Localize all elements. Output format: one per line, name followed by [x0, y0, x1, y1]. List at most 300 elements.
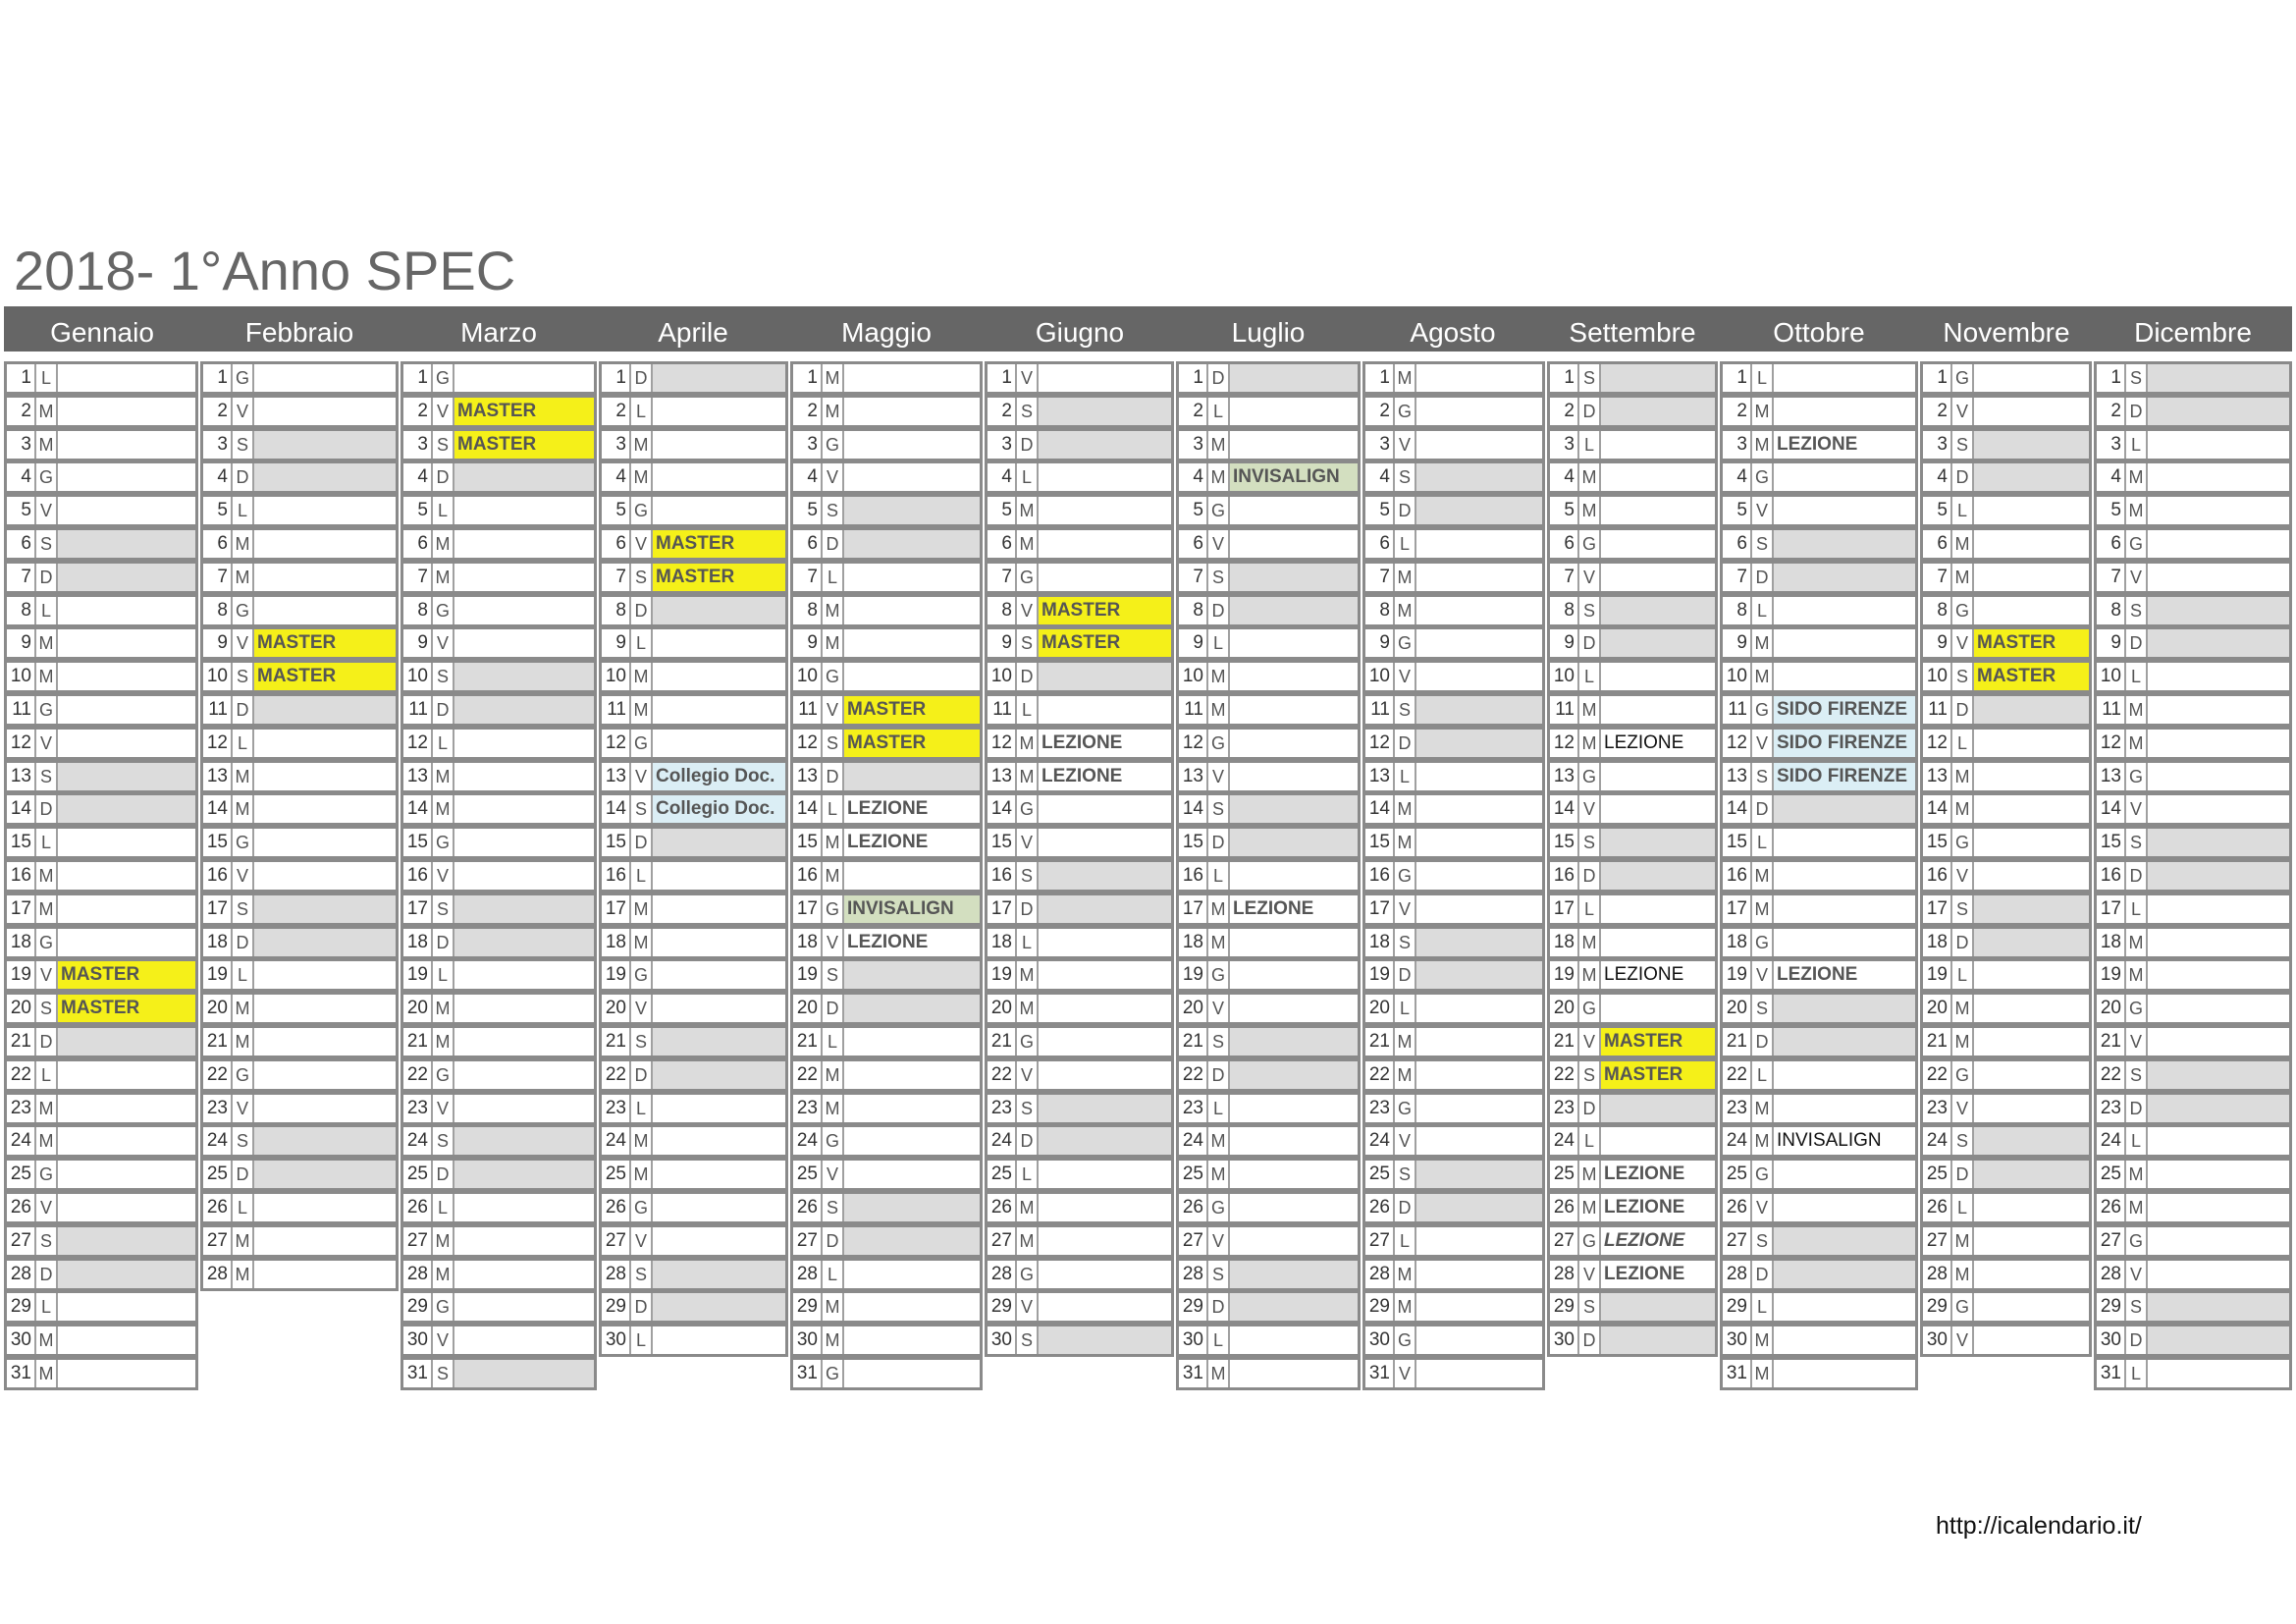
day-row[interactable]: [599, 1258, 788, 1291]
day-row[interactable]: [1176, 626, 1361, 660]
day-row[interactable]: [985, 494, 1174, 527]
day-row[interactable]: [790, 1124, 983, 1158]
day-row[interactable]: [400, 727, 597, 760]
day-row[interactable]: [790, 760, 983, 793]
day-row[interactable]: [1720, 1158, 1918, 1191]
day-row[interactable]: [4, 859, 198, 893]
day-row[interactable]: [1547, 1224, 1718, 1258]
day-row[interactable]: [1720, 727, 1918, 760]
day-row[interactable]: [1547, 893, 1718, 926]
day-row[interactable]: [4, 361, 198, 395]
day-row[interactable]: [400, 1092, 597, 1125]
day-row[interactable]: [4, 958, 198, 992]
day-row[interactable]: [400, 460, 597, 494]
day-row[interactable]: [1720, 859, 1918, 893]
day-row[interactable]: [1362, 1092, 1545, 1125]
day-row[interactable]: [599, 594, 788, 627]
day-row[interactable]: [1720, 660, 1918, 693]
day-row[interactable]: [1547, 494, 1718, 527]
day-row[interactable]: [1720, 760, 1918, 793]
day-row[interactable]: [4, 1357, 198, 1390]
day-row[interactable]: [200, 992, 399, 1025]
day-row[interactable]: [200, 428, 399, 461]
day-row[interactable]: [200, 760, 399, 793]
day-row[interactable]: [985, 361, 1174, 395]
day-row[interactable]: [985, 859, 1174, 893]
day-row[interactable]: [1176, 693, 1361, 727]
day-row[interactable]: [400, 693, 597, 727]
day-row[interactable]: [400, 1324, 597, 1357]
day-row[interactable]: [200, 626, 399, 660]
day-row[interactable]: [1547, 1324, 1718, 1357]
day-row[interactable]: [400, 395, 597, 428]
day-row[interactable]: [985, 693, 1174, 727]
day-row[interactable]: [200, 1092, 399, 1125]
day-row[interactable]: [400, 428, 597, 461]
day-row[interactable]: [1720, 594, 1918, 627]
day-row[interactable]: [599, 760, 788, 793]
day-row[interactable]: [200, 561, 399, 594]
day-row[interactable]: [200, 727, 399, 760]
day-row[interactable]: [4, 760, 198, 793]
day-row[interactable]: [1720, 1357, 1918, 1390]
day-row[interactable]: [1720, 826, 1918, 859]
day-row[interactable]: [1362, 561, 1545, 594]
day-row[interactable]: [1176, 527, 1361, 561]
day-row[interactable]: [1176, 826, 1361, 859]
day-row[interactable]: [1920, 1058, 2092, 1092]
day-row[interactable]: [1720, 1258, 1918, 1291]
day-row[interactable]: [599, 428, 788, 461]
day-row[interactable]: [1547, 460, 1718, 494]
day-row[interactable]: [790, 859, 983, 893]
day-row[interactable]: [2094, 527, 2292, 561]
day-row[interactable]: [4, 527, 198, 561]
day-row[interactable]: [1362, 660, 1545, 693]
day-row[interactable]: [1362, 527, 1545, 561]
day-row[interactable]: [1920, 460, 2092, 494]
day-row[interactable]: [2094, 1058, 2292, 1092]
day-row[interactable]: [790, 626, 983, 660]
day-row[interactable]: [1176, 1025, 1361, 1058]
day-row[interactable]: [400, 594, 597, 627]
day-row[interactable]: [1920, 561, 2092, 594]
day-row[interactable]: [1720, 1092, 1918, 1125]
day-row[interactable]: [4, 660, 198, 693]
day-row[interactable]: [1720, 792, 1918, 826]
day-row[interactable]: [1362, 693, 1545, 727]
day-row[interactable]: [1176, 1092, 1361, 1125]
day-row[interactable]: [200, 826, 399, 859]
day-row[interactable]: [1176, 958, 1361, 992]
day-row[interactable]: [985, 1092, 1174, 1125]
day-row[interactable]: [1547, 1158, 1718, 1191]
day-row[interactable]: [200, 494, 399, 527]
day-row[interactable]: [1362, 361, 1545, 395]
day-row[interactable]: [985, 660, 1174, 693]
day-row[interactable]: [985, 926, 1174, 959]
day-row[interactable]: [599, 1025, 788, 1058]
day-row[interactable]: [1176, 460, 1361, 494]
day-row[interactable]: [2094, 1324, 2292, 1357]
day-row[interactable]: [1176, 561, 1361, 594]
day-row[interactable]: [1176, 1191, 1361, 1224]
day-row[interactable]: [400, 1158, 597, 1191]
day-row[interactable]: [1362, 460, 1545, 494]
day-row[interactable]: [599, 395, 788, 428]
day-row[interactable]: [1176, 792, 1361, 826]
day-row[interactable]: [1176, 1324, 1361, 1357]
day-row[interactable]: [790, 693, 983, 727]
day-row[interactable]: [1920, 893, 2092, 926]
day-row[interactable]: [1547, 792, 1718, 826]
day-row[interactable]: [4, 1258, 198, 1291]
day-row[interactable]: [790, 1191, 983, 1224]
day-row[interactable]: [1720, 1290, 1918, 1324]
day-row[interactable]: [599, 361, 788, 395]
day-row[interactable]: [2094, 1191, 2292, 1224]
day-row[interactable]: [1176, 1290, 1361, 1324]
day-row[interactable]: [790, 826, 983, 859]
day-row[interactable]: [2094, 561, 2292, 594]
day-row[interactable]: [985, 626, 1174, 660]
day-row[interactable]: [1920, 926, 2092, 959]
day-row[interactable]: [4, 1124, 198, 1158]
day-row[interactable]: [1176, 727, 1361, 760]
day-row[interactable]: [1176, 1058, 1361, 1092]
day-row[interactable]: [1720, 1124, 1918, 1158]
day-row[interactable]: [1547, 1258, 1718, 1291]
day-row[interactable]: [1362, 1357, 1545, 1390]
day-row[interactable]: [200, 1191, 399, 1224]
day-row[interactable]: [1720, 992, 1918, 1025]
day-row[interactable]: [2094, 660, 2292, 693]
day-row[interactable]: [400, 660, 597, 693]
day-row[interactable]: [790, 428, 983, 461]
day-row[interactable]: [1547, 660, 1718, 693]
day-row[interactable]: [200, 1258, 399, 1291]
day-row[interactable]: [1720, 893, 1918, 926]
day-row[interactable]: [4, 792, 198, 826]
day-row[interactable]: [1920, 1290, 2092, 1324]
day-row[interactable]: [4, 1058, 198, 1092]
day-row[interactable]: [1176, 893, 1361, 926]
day-row[interactable]: [1176, 660, 1361, 693]
day-row[interactable]: [985, 958, 1174, 992]
day-row[interactable]: [4, 1158, 198, 1191]
day-row[interactable]: [1362, 1290, 1545, 1324]
day-row[interactable]: [790, 395, 983, 428]
day-row[interactable]: [4, 1191, 198, 1224]
day-row[interactable]: [2094, 1290, 2292, 1324]
day-row[interactable]: [1362, 760, 1545, 793]
day-row[interactable]: [790, 958, 983, 992]
day-row[interactable]: [1547, 1191, 1718, 1224]
day-row[interactable]: [1547, 428, 1718, 461]
day-row[interactable]: [1547, 1092, 1718, 1125]
day-row[interactable]: [1362, 926, 1545, 959]
day-row[interactable]: [1547, 958, 1718, 992]
day-row[interactable]: [400, 958, 597, 992]
day-row[interactable]: [1720, 1025, 1918, 1058]
footer-url[interactable]: http://icalendario.it/: [1936, 1512, 2142, 1540]
day-row[interactable]: [1176, 992, 1361, 1025]
day-row[interactable]: [1920, 660, 2092, 693]
day-row[interactable]: [985, 893, 1174, 926]
day-row[interactable]: [790, 1224, 983, 1258]
day-row[interactable]: [1720, 428, 1918, 461]
day-row[interactable]: [400, 1191, 597, 1224]
day-row[interactable]: [790, 1290, 983, 1324]
day-row[interactable]: [4, 494, 198, 527]
day-row[interactable]: [790, 1058, 983, 1092]
day-row[interactable]: [2094, 792, 2292, 826]
day-row[interactable]: [1920, 992, 2092, 1025]
day-row[interactable]: [4, 893, 198, 926]
day-row[interactable]: [599, 1158, 788, 1191]
day-row[interactable]: [985, 561, 1174, 594]
day-row[interactable]: [1362, 992, 1545, 1025]
day-row[interactable]: [1920, 760, 2092, 793]
day-row[interactable]: [1176, 494, 1361, 527]
day-row[interactable]: [200, 1158, 399, 1191]
day-row[interactable]: [1920, 727, 2092, 760]
day-row[interactable]: [200, 1058, 399, 1092]
day-row[interactable]: [2094, 626, 2292, 660]
day-row[interactable]: [4, 626, 198, 660]
day-row[interactable]: [200, 958, 399, 992]
day-row[interactable]: [4, 1092, 198, 1125]
day-row[interactable]: [4, 395, 198, 428]
day-row[interactable]: [599, 1290, 788, 1324]
day-row[interactable]: [1362, 727, 1545, 760]
day-row[interactable]: [2094, 395, 2292, 428]
day-row[interactable]: [1362, 1224, 1545, 1258]
day-row[interactable]: [1176, 1224, 1361, 1258]
day-row[interactable]: [1362, 958, 1545, 992]
day-row[interactable]: [1720, 1058, 1918, 1092]
day-row[interactable]: [790, 792, 983, 826]
day-row[interactable]: [599, 859, 788, 893]
day-row[interactable]: [1547, 926, 1718, 959]
day-row[interactable]: [1920, 428, 2092, 461]
day-row[interactable]: [985, 992, 1174, 1025]
day-row[interactable]: [1720, 527, 1918, 561]
day-row[interactable]: [4, 926, 198, 959]
day-row[interactable]: [790, 1158, 983, 1191]
day-row[interactable]: [400, 893, 597, 926]
day-row[interactable]: [790, 561, 983, 594]
day-row[interactable]: [1362, 826, 1545, 859]
day-row[interactable]: [2094, 1357, 2292, 1390]
day-row[interactable]: [599, 893, 788, 926]
day-row[interactable]: [1547, 760, 1718, 793]
day-row[interactable]: [599, 561, 788, 594]
day-row[interactable]: [2094, 460, 2292, 494]
day-row[interactable]: [2094, 1224, 2292, 1258]
day-row[interactable]: [400, 1025, 597, 1058]
day-row[interactable]: [1362, 1025, 1545, 1058]
day-row[interactable]: [790, 992, 983, 1025]
day-row[interactable]: [599, 527, 788, 561]
day-row[interactable]: [985, 1158, 1174, 1191]
day-row[interactable]: [1547, 859, 1718, 893]
day-row[interactable]: [790, 660, 983, 693]
day-row[interactable]: [2094, 992, 2292, 1025]
day-row[interactable]: [790, 926, 983, 959]
day-row[interactable]: [2094, 494, 2292, 527]
day-row[interactable]: [200, 893, 399, 926]
day-row[interactable]: [1362, 893, 1545, 926]
day-row[interactable]: [200, 460, 399, 494]
day-row[interactable]: [400, 1224, 597, 1258]
day-row[interactable]: [1362, 792, 1545, 826]
day-row[interactable]: [1547, 626, 1718, 660]
day-row[interactable]: [599, 660, 788, 693]
day-row[interactable]: [1176, 859, 1361, 893]
day-row[interactable]: [1720, 561, 1918, 594]
day-row[interactable]: [985, 594, 1174, 627]
day-row[interactable]: [400, 1357, 597, 1390]
day-row[interactable]: [2094, 826, 2292, 859]
day-row[interactable]: [4, 1025, 198, 1058]
day-row[interactable]: [1547, 594, 1718, 627]
day-row[interactable]: [790, 594, 983, 627]
day-row[interactable]: [1547, 361, 1718, 395]
day-row[interactable]: [599, 792, 788, 826]
day-row[interactable]: [1547, 561, 1718, 594]
day-row[interactable]: [985, 1224, 1174, 1258]
day-row[interactable]: [4, 594, 198, 627]
day-row[interactable]: [599, 1058, 788, 1092]
day-row[interactable]: [2094, 693, 2292, 727]
day-row[interactable]: [1547, 1124, 1718, 1158]
day-row[interactable]: [2094, 958, 2292, 992]
day-row[interactable]: [790, 460, 983, 494]
day-row[interactable]: [985, 1258, 1174, 1291]
day-row[interactable]: [985, 527, 1174, 561]
day-row[interactable]: [1362, 594, 1545, 627]
day-row[interactable]: [1920, 1092, 2092, 1125]
day-row[interactable]: [985, 792, 1174, 826]
day-row[interactable]: [790, 1092, 983, 1125]
day-row[interactable]: [4, 992, 198, 1025]
day-row[interactable]: [4, 1290, 198, 1324]
day-row[interactable]: [1720, 1191, 1918, 1224]
day-row[interactable]: [1362, 395, 1545, 428]
day-row[interactable]: [1547, 1058, 1718, 1092]
day-row[interactable]: [1362, 494, 1545, 527]
day-row[interactable]: [790, 727, 983, 760]
day-row[interactable]: [1920, 792, 2092, 826]
day-row[interactable]: [1920, 859, 2092, 893]
day-row[interactable]: [599, 494, 788, 527]
day-row[interactable]: [1176, 428, 1361, 461]
day-row[interactable]: [2094, 1158, 2292, 1191]
day-row[interactable]: [599, 926, 788, 959]
day-row[interactable]: [790, 1258, 983, 1291]
day-row[interactable]: [790, 1324, 983, 1357]
day-row[interactable]: [400, 826, 597, 859]
day-row[interactable]: [1920, 693, 2092, 727]
day-row[interactable]: [1920, 494, 2092, 527]
day-row[interactable]: [1547, 992, 1718, 1025]
day-row[interactable]: [599, 958, 788, 992]
day-row[interactable]: [2094, 926, 2292, 959]
day-row[interactable]: [1176, 1357, 1361, 1390]
day-row[interactable]: [1547, 1290, 1718, 1324]
day-row[interactable]: [1547, 395, 1718, 428]
day-row[interactable]: [1176, 1158, 1361, 1191]
day-row[interactable]: [985, 1025, 1174, 1058]
day-row[interactable]: [599, 826, 788, 859]
day-row[interactable]: [1720, 926, 1918, 959]
day-row[interactable]: [400, 1258, 597, 1291]
day-row[interactable]: [790, 494, 983, 527]
day-row[interactable]: [200, 594, 399, 627]
day-row[interactable]: [1362, 1058, 1545, 1092]
day-row[interactable]: [4, 727, 198, 760]
day-row[interactable]: [400, 1124, 597, 1158]
day-row[interactable]: [1547, 727, 1718, 760]
day-row[interactable]: [2094, 893, 2292, 926]
day-row[interactable]: [400, 527, 597, 561]
day-row[interactable]: [599, 626, 788, 660]
day-row[interactable]: [1720, 693, 1918, 727]
day-row[interactable]: [790, 1357, 983, 1390]
day-row[interactable]: [1920, 361, 2092, 395]
day-row[interactable]: [1920, 527, 2092, 561]
day-row[interactable]: [1920, 1025, 2092, 1058]
day-row[interactable]: [400, 859, 597, 893]
day-row[interactable]: [1176, 594, 1361, 627]
day-row[interactable]: [599, 460, 788, 494]
day-row[interactable]: [1720, 494, 1918, 527]
day-row[interactable]: [1362, 626, 1545, 660]
day-row[interactable]: [1720, 626, 1918, 660]
day-row[interactable]: [1362, 428, 1545, 461]
day-row[interactable]: [2094, 1025, 2292, 1058]
day-row[interactable]: [400, 792, 597, 826]
day-row[interactable]: [985, 727, 1174, 760]
day-row[interactable]: [2094, 428, 2292, 461]
day-row[interactable]: [200, 926, 399, 959]
day-row[interactable]: [200, 395, 399, 428]
day-row[interactable]: [200, 1224, 399, 1258]
day-row[interactable]: [985, 428, 1174, 461]
day-row[interactable]: [1362, 859, 1545, 893]
day-row[interactable]: [2094, 361, 2292, 395]
day-row[interactable]: [200, 1124, 399, 1158]
day-row[interactable]: [200, 1025, 399, 1058]
day-row[interactable]: [599, 1191, 788, 1224]
day-row[interactable]: [985, 1058, 1174, 1092]
day-row[interactable]: [1720, 1224, 1918, 1258]
day-row[interactable]: [1362, 1124, 1545, 1158]
day-row[interactable]: [790, 527, 983, 561]
day-row[interactable]: [2094, 760, 2292, 793]
day-row[interactable]: [200, 792, 399, 826]
day-row[interactable]: [4, 693, 198, 727]
day-row[interactable]: [599, 727, 788, 760]
day-row[interactable]: [1362, 1158, 1545, 1191]
day-row[interactable]: [1547, 693, 1718, 727]
day-row[interactable]: [200, 660, 399, 693]
day-row[interactable]: [1920, 1224, 2092, 1258]
day-row[interactable]: [1720, 361, 1918, 395]
day-row[interactable]: [1176, 926, 1361, 959]
day-row[interactable]: [985, 460, 1174, 494]
